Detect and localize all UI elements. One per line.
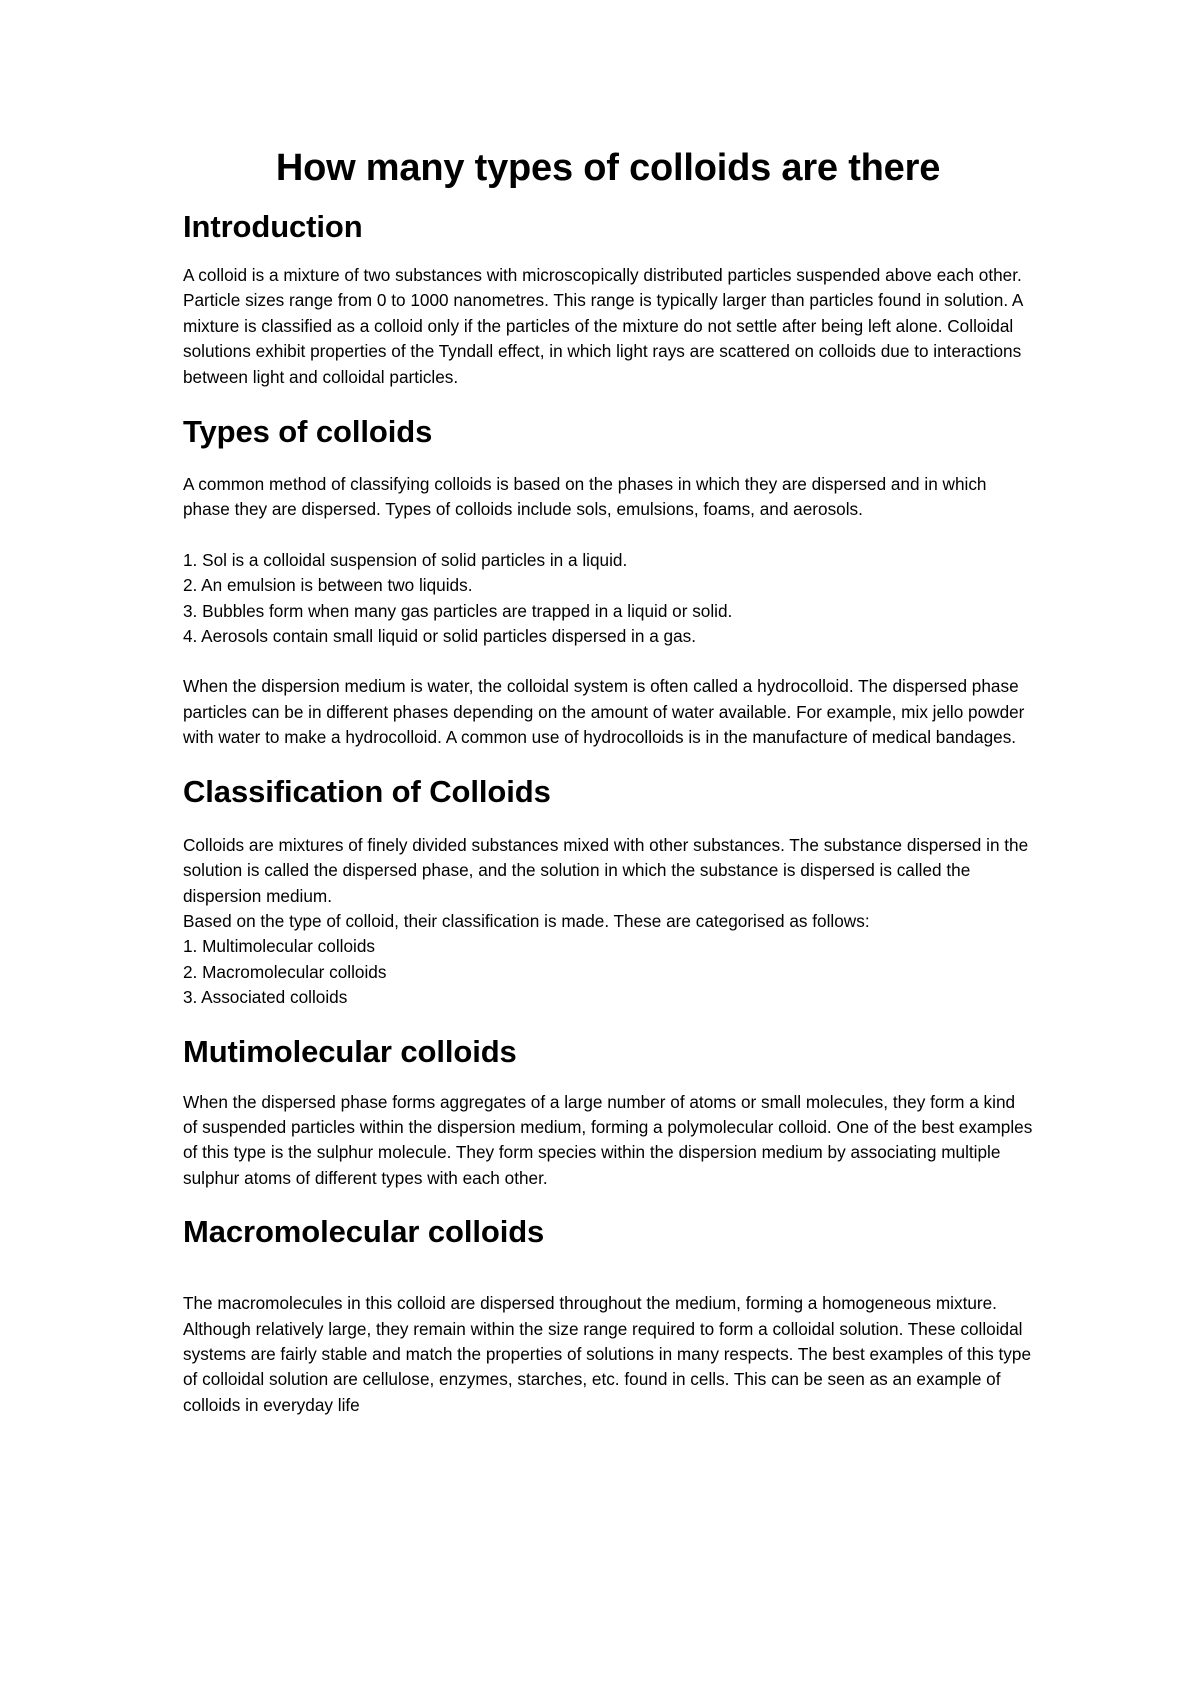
types-heading: Types of colloids — [183, 414, 433, 450]
multimolecular-paragraph: When the dispersed phase forms aggregates of a large number of atoms or small molecules, they form a kind of suspended particles within the dispersion medium, forming a polymolecular colloid. One of the best examples of this type is the sulphur molecule. They form species within the dispersion medium by associating multiple sulphur atoms of different types with each other. — [183, 1091, 1038, 1188]
types-list — [183, 548, 1033, 650]
hydrocolloid-paragraph: When the dispersion medium is water, the colloidal system is often called a hydrocolloid. The dispersed phase particles can be in different phases depending on the amount of water available. For example, mix jello powder with water to make a hydrocolloid. A common use of hydrocolloids is in the manufacture of medical bandages. — [183, 676, 1030, 748]
list-item: 4. Aerosols contain small liquid or solid particles dispersed in a gas. — [183, 626, 697, 647]
document-content — [183, 145, 1038, 1418]
introduction-heading: Introduction — [183, 209, 363, 244]
list-item: 2. Macromolecular colloids — [183, 961, 387, 982]
classification-intro-line: Based on the type of colloid, their classification is made. These are categorised as follows: — [183, 910, 870, 931]
classification-paragraph: Colloids are mixtures of finely divided substances mixed with other substances. The substance dispersed in the solution is called the dispersed phase, and the solution in which the substance is dispersed is called the dispersion medium. — [183, 834, 1033, 906]
classification-list — [183, 934, 1033, 1010]
types-paragraph: A common method of classifying colloids is based on the phases in which they are dispersed and in which phase they are dispersed. Types of colloids include sols, emulsions, foams, and aerosols. — [183, 474, 992, 520]
document-title: How many types of colloids are there — [275, 147, 941, 189]
list-item: 1. Sol is a colloidal suspension of solid particles in a liquid. — [183, 549, 628, 570]
list-item: 3. Associated colloids — [183, 987, 348, 1008]
list-item: 3. Bubbles form when many gas particles are trapped in a liquid or solid. — [183, 600, 733, 621]
list-item: 2. An emulsion is between two liquids. — [183, 575, 473, 596]
classification-heading: Classification of Colloids — [183, 773, 551, 809]
macromolecular-paragraph: The macromolecules in this colloid are dispersed throughout the medium, forming a homogeneous mixture. Although relatively large, they remain within the size range required to form a colloidal solution. These colloidal systems are fairly stable and match the properties of solutions in many respects. The best examples of this type of colloidal solution are cellulose, enzymes, starches, etc. found in cells. This can be seen as an example of colloids in everyday life — [183, 1293, 1036, 1415]
macromolecular-heading: Macromolecular colloids — [183, 1214, 545, 1250]
list-item: 1. Multimolecular colloids — [183, 936, 375, 957]
multimolecular-heading: Mutimolecular colloids — [183, 1033, 517, 1069]
introduction-paragraph: A colloid is a mixture of two substances with microscopically distributed particles suspended above each other. Particle sizes range from 0 to 1000 nanometres. This range is typically larger than particles found in solution. A mixture is classified as a colloid only if the particles of the mixture do not settle after being left alone. Colloidal solutions exhibit properties of the Tyndall effect, in which light rays are scattered on colloids due to interactions between light and colloidal particles. — [183, 265, 1028, 387]
